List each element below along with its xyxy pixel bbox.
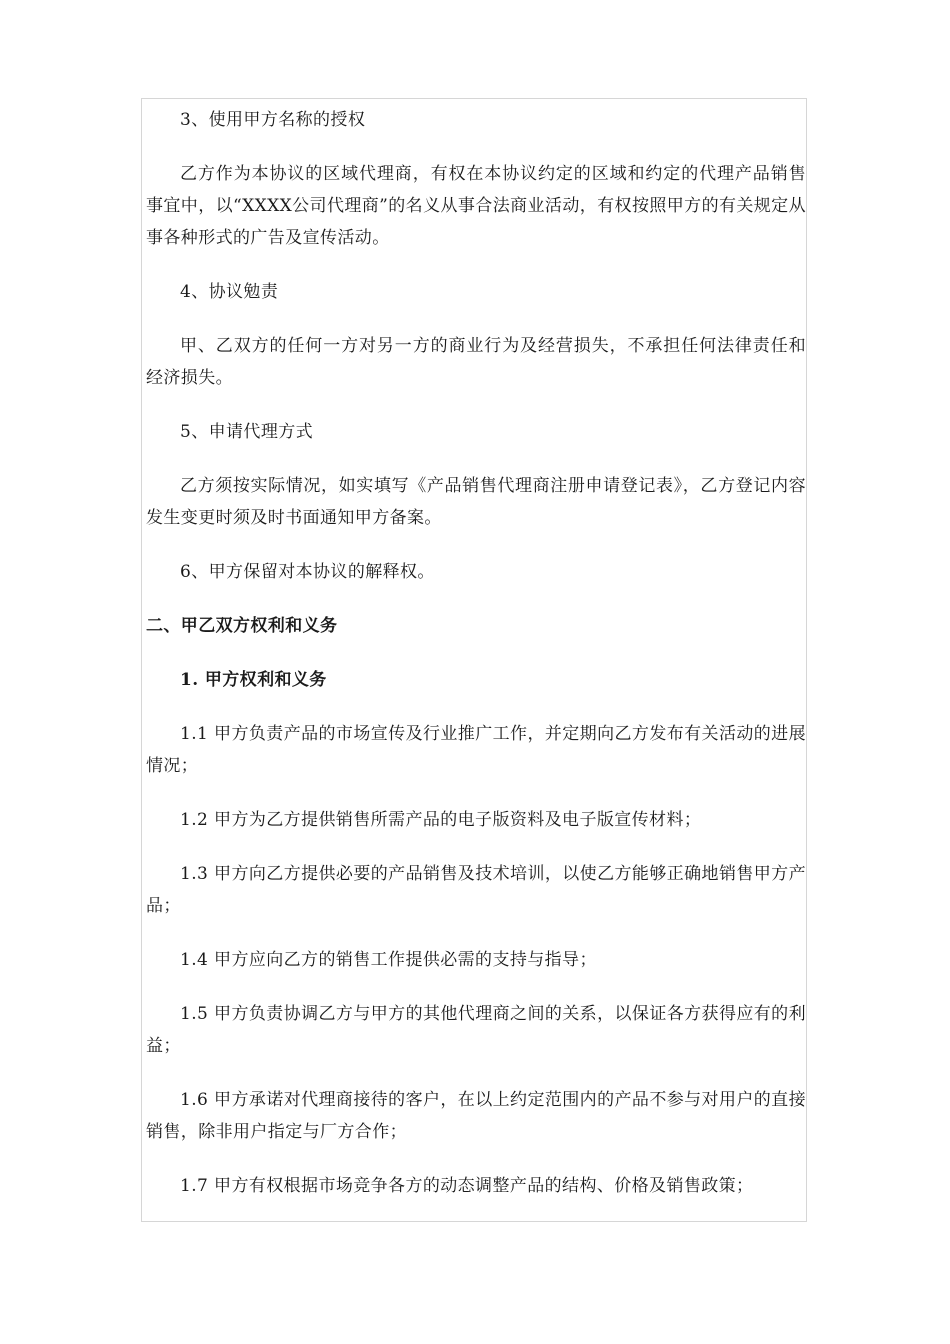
clause-3-title: 3、使用甲方名称的授权 [180,110,366,130]
clause-1-6: 1.6 甲方承诺对代理商接待的客户，在以上约定范围内的产品不参与对用户的直接销售，除非用户指定与厂方合作； [146,1090,806,1142]
clause-4-body: 甲、乙双方的任何一方对另一方的商业行为及经营损失，不承担任何法律责任和经济损失。 [146,336,806,388]
clause-4-title: 4、协议勉责 [180,282,279,302]
clause-1-2: 1.2 甲方为乙方提供销售所需产品的电子版资料及电子版宣传材料； [180,810,702,830]
clause-5-title: 5、申请代理方式 [180,422,314,442]
clause-3-body: 乙方作为本协议的区域代理商，有权在本协议约定的区域和约定的代理产品销售事宜中，以“XXXX公司代理商”的名义从事合法商业活动，有权按照甲方的有关规定从事各种形式的广告及宣传活动。 [146,164,806,248]
clause-1-3: 1.3 甲方向乙方提供必要的产品销售及技术培训，以使乙方能够正确地销售甲方产品； [146,864,806,916]
subsection-1-heading: 1. 甲方权利和义务 [180,670,327,690]
section-2-heading: 二、甲乙双方权利和义务 [146,616,338,636]
clause-1-4: 1.4 甲方应向乙方的销售工作提供必需的支持与指导； [180,950,597,970]
clause-1-1: 1.1 甲方负责产品的市场宣传及行业推广工作，并定期向乙方发布有关活动的进展情况； [146,724,806,776]
clause-1-7: 1.7 甲方有权根据市场竞争各方的动态调整产品的结构、价格及销售政策； [180,1176,754,1196]
document-body [146,104,806,1224]
clause-1-5: 1.5 甲方负责协调乙方与甲方的其他代理商之间的关系，以保证各方获得应有的利益； [146,1004,806,1056]
clause-5-body: 乙方须按实际情况，如实填写《产品销售代理商注册申请登记表》，乙方登记内容发生变更时须及时书面通知甲方备案。 [146,476,806,528]
clause-6: 6、甲方保留对本协议的解释权。 [180,562,435,582]
